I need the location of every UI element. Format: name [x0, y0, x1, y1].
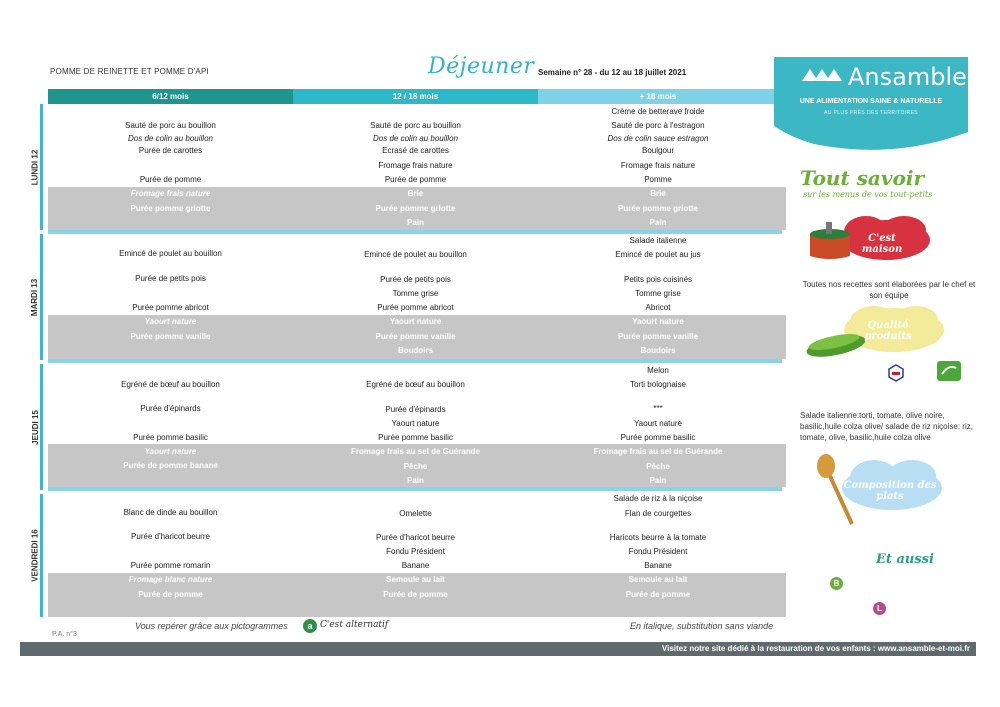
menu-item: Fondu Président	[386, 547, 445, 556]
menu-item-substitution: Dos de colin sauce estragon	[607, 134, 709, 143]
page-title: Déjeuner	[428, 54, 535, 79]
menu-item: Fondu Président	[628, 547, 688, 556]
menu-item: Purée d'épinards	[385, 405, 446, 414]
menu-item: Omelette	[399, 509, 432, 518]
menu-item-gouter: Purée pomme griotte	[375, 204, 456, 213]
menu-item: Salade italienne	[629, 236, 687, 245]
menu-item-gouter: Fromage frais au sel de Guérande	[351, 447, 480, 456]
day-separator	[48, 487, 782, 491]
menu-item: Purée pomme abricot	[377, 303, 454, 312]
menu-item: Purée pomme romarin	[130, 561, 211, 570]
menu-item-gouter: Brie	[407, 189, 424, 198]
menu-item: Boulgour	[641, 146, 675, 155]
menu-item-gouter: Yaourt nature	[632, 317, 684, 326]
legend-alternatif: C'est alternatif	[320, 620, 389, 630]
footer-link[interactable]: Visitez notre site dédié à la restauration de vos enfants : www.ansamble-et-moi.fr	[661, 644, 970, 653]
menu-item-gouter: Semoule au lait	[628, 575, 688, 584]
school-name: POMME DE REINETTE ET POMME D'API	[50, 67, 209, 76]
menu-item-gouter: Purée de pomme	[625, 590, 691, 599]
menu-item-gouter: Purée pomme griotte	[617, 204, 698, 213]
menu-item: Purée d'haricot beurre	[131, 532, 210, 541]
column-header-6-12: 6/12 mois	[48, 89, 293, 104]
menu-item-gouter: Pain	[407, 476, 424, 485]
badge-l-icon: L	[873, 602, 886, 615]
day-label-lundi: LUNDI 12	[30, 149, 40, 185]
brand-mark-icon	[800, 67, 844, 83]
menu-item: Tomme grise	[635, 289, 681, 298]
menu-item: Sauté de porc au bouillon	[370, 121, 461, 130]
menu-item-gouter: Fromage frais au sel de Guérande	[593, 447, 723, 456]
menu-item-gouter: Pain	[649, 476, 667, 485]
legend-italic-note: En italique, substitution sans viande	[630, 621, 774, 631]
menu-item-gouter: Purée pomme vanille	[130, 332, 211, 341]
menu-item: Egréné de bœuf au bouillon	[366, 380, 465, 389]
menu-item-gouter: Yaourt nature	[389, 317, 442, 326]
menu-item: Petits pois cuisinés	[623, 275, 693, 284]
menu-item: Fromage frais nature	[620, 161, 696, 170]
day-label-mardi: MARDI 13	[30, 278, 40, 316]
menu-item-gouter: Pêche	[403, 462, 428, 471]
qualite-label: Qualité produits	[864, 320, 912, 342]
day-divider	[40, 494, 43, 617]
menu-item: Salade de riz à la niçoise	[613, 494, 703, 503]
brand-name: Ansamble	[848, 63, 967, 91]
menu-item: Torti bolognaise	[629, 380, 687, 389]
maison-label: C'est maison	[861, 233, 903, 255]
menu-item-gouter: Pain	[649, 218, 667, 227]
menu-item-substitution: Dos de colin au bouillon	[373, 134, 458, 143]
menu-item-gouter: Purée de pomme	[383, 590, 448, 599]
menu-item: Purée de petits pois	[135, 274, 206, 283]
et-aussi-title: Et aussi	[876, 552, 934, 567]
menu-item: Purée de pomme	[384, 175, 447, 184]
recettes-text: Toutes nos recettes sont élaborées par le chef et son équipe	[802, 280, 976, 300]
menu-item-gouter: Pain	[407, 218, 424, 227]
menu-item: Banane	[401, 561, 430, 570]
menu-item: Purée d'haricot beurre	[376, 533, 455, 542]
menu-item-gouter: Purée de pomme banane	[123, 461, 218, 470]
column-header-12-18: 12 / 18 mois	[293, 89, 538, 104]
tout-savoir-title: Tout savoir	[800, 166, 924, 190]
menu-item: Flan de courgettes	[624, 509, 692, 518]
day-labels	[22, 104, 48, 617]
menu-item: ***	[653, 404, 663, 413]
menu-item: Yaourt nature	[634, 419, 682, 428]
menu-item-gouter: Brie	[650, 189, 666, 198]
day-divider	[40, 234, 43, 360]
menu-item: Emincé de poulet au jus	[615, 250, 701, 259]
menu-item: Egréné de bœuf au bouillon	[121, 380, 220, 389]
brand-curve	[774, 126, 968, 156]
menu-item: Blanc de dinde au bouillon	[123, 508, 218, 517]
label-rouge-icon	[888, 364, 904, 382]
day-label-vendredi: VENDREDI 16	[30, 529, 40, 582]
menu-item: Sauté de porc au bouillon	[125, 121, 216, 130]
day-label-jeudi: JEUDI 15	[30, 409, 40, 445]
menu-item-gouter: Semoule au lait	[386, 575, 445, 584]
column-header-18-plus: + 18 mois	[538, 89, 778, 104]
footer-bar	[20, 642, 976, 656]
menu-item: Crème de betterave froide	[611, 107, 705, 116]
menu-item-gouter: Purée pomme vanille	[617, 332, 699, 341]
brand-tagline: UNE ALIMENTATION SAINE & NATURELLE	[799, 98, 943, 105]
menu-item: Purée de carottes	[138, 146, 203, 155]
menu-item: Purée d'épinards	[140, 404, 201, 413]
day-divider	[40, 104, 43, 230]
menu-item: Ecrasé de carottes	[382, 146, 449, 155]
day-separator	[48, 230, 782, 234]
menu-item: Abricot	[645, 303, 671, 312]
menu-item: Sauté de porc à l'estragon	[611, 121, 705, 130]
menu-item: Pomme	[644, 175, 672, 184]
menu-item: Fromage frais nature	[378, 161, 453, 170]
bio-icon	[936, 360, 962, 382]
menu-item-gouter: Fromage blanc nature	[128, 575, 213, 584]
day-separator	[48, 359, 782, 363]
day-divider	[40, 364, 43, 490]
menu-item-gouter: Yaourt nature	[144, 447, 197, 456]
alternatif-icon: a	[303, 619, 317, 633]
menu-item-gouter: Purée pomme griotte	[130, 204, 211, 213]
menu-item: Purée pomme basilic	[378, 433, 453, 442]
menu-item-gouter: Fromage frais nature	[130, 189, 211, 198]
legend-pictograms: Vous repérer grâce aux pictogrammes	[135, 621, 288, 631]
menu-item: Purée pomme abricot	[132, 303, 209, 312]
menu-item: Banane	[644, 561, 672, 570]
menu-item-substitution: Dos de colin au bouillon	[128, 134, 213, 143]
composition-label: Composition des plats	[843, 480, 937, 502]
menu-item-gouter: Purée pomme vanille	[375, 332, 456, 341]
badge-b-icon: B	[830, 577, 843, 590]
brand-tagline-2: AU PLUS PRÈS DES TERRITOIRES	[823, 110, 919, 116]
menu-item: Emincé de poulet au bouillon	[364, 250, 467, 259]
brand-logo	[774, 57, 968, 126]
menu-item-gouter: Pêche	[646, 462, 670, 471]
menu-item: Purée de pomme	[139, 175, 202, 184]
menu-item: Yaourt nature	[391, 419, 440, 428]
menu-item-gouter: Boudoirs	[640, 346, 676, 355]
salade-composition-text: Salade italienne:torti, tomate, olive noire, basilic,huile colza olive/ salade de riz niçoise: riz, tomate, olive, basilic,huile colza olive	[800, 411, 973, 442]
menu-item: Purée pomme basilic	[620, 433, 696, 442]
menu-item: Purée pomme basilic	[133, 433, 208, 442]
menu-item-gouter: Yaourt nature	[144, 317, 197, 326]
pa-number: P.A. n°3	[52, 631, 77, 638]
menu-item: Haricots beurre à la tomate	[609, 533, 707, 542]
tout-savoir-subtitle: sur les menus de vos tout-petits	[803, 190, 933, 199]
menu-item: Purée de petits pois	[380, 275, 451, 284]
menu-item: Emincé de poulet au bouillon	[119, 249, 222, 258]
menu-item-gouter: Purée de pomme	[138, 590, 203, 599]
week-label: Semaine n° 28 - du 12 au 18 juillet 2021	[538, 68, 687, 77]
menu-item: Tomme grise	[392, 289, 439, 298]
menu-item-gouter: Boudoirs	[397, 346, 434, 355]
menu-item: Melon	[647, 366, 669, 375]
